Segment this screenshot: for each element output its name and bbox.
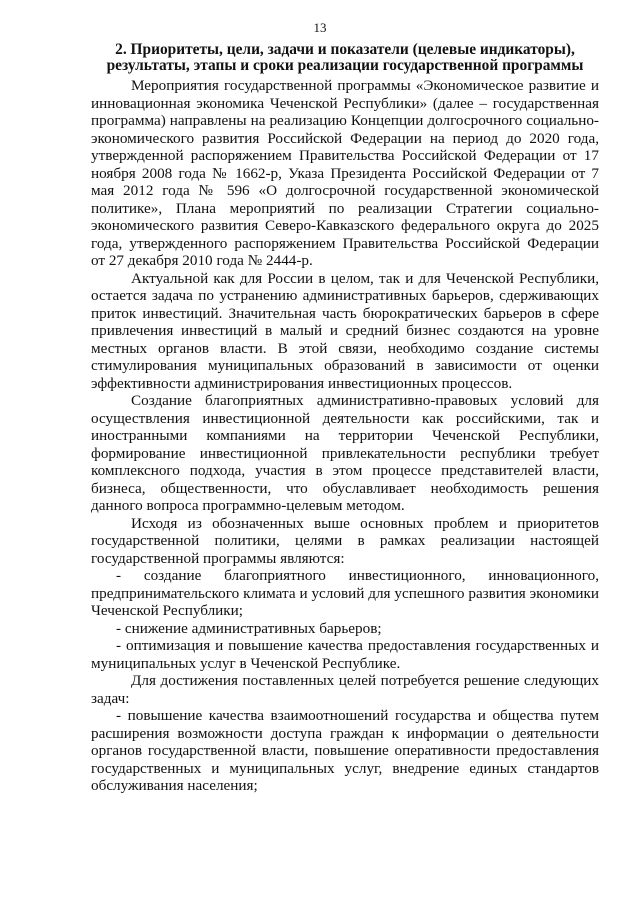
paragraph-goals-intro: Исходя из обозначенных выше основных проблем и приоритетов государственной политики, целями в рамках реализации настоящей государственной программы являются: (91, 514, 599, 567)
paragraph-admin-barriers: Актуальной как для России в целом, так и для Чеченской Республики, остается задача по устранению административных барьеров, сдерживающих приток инвестиций. Значительная часть бюрократических барьеров в сфере привлечения инвестиций в малый и средний бизнес создаются на уровне местных органов власти. В этой связи, необходимо создание системы стимулирования муниципальных образований в зависимости от оценки эффективности администрирования инвестиционных процессов. (91, 269, 599, 392)
section-heading-line-2: результаты, этапы и сроки реализации государственной программы (106, 57, 584, 74)
goal-item: - снижение административных барьеров; (116, 619, 382, 637)
goal-item: - создание благоприятного инвестиционного, инновационного, предпринимательского климата и условий для успешного развития экономики Чеченской Республики; (91, 567, 599, 619)
paragraph-program-basis: Мероприятия государственной программы «Экономическое развитие и инновационная экономика Чеченской Республики» (далее – государственная программа) направлены на реализацию Концепции долгосрочного социально-экономического развития Российской Федерации на период до 2020 года, утвержденной распоряжением Правительства Российской Федерации от 17 ноября 2008 года № 1662-р, Указа Президента Российской Федерации от 7 мая 2012 года № 596 «О долгосрочной государственной экономической политике», Плана мероприятий по реализации Стратегии социально-экономического развития Северо-Кавказского федерального округа до 2025 года, утвержденного распоряжением Правительства Российской Федерации от 27 декабря 2010 года № 2444-р. (91, 77, 599, 269)
paragraph-favorable-conditions: Создание благоприятных административно-правовых условий для осуществления инвестиционной деятельности как российскими, так и иностранными компаниями на территории Чеченской Республики, формирование инвестиционной привлекательности республики требует комплексного подхода, участия в этом процессе представителей власти, бизнеса, общественности, что обуславливает необходимость решения данного вопроса программно-целевым методом. (91, 392, 599, 514)
page-number: 13 (313, 20, 327, 35)
goal-item: - оптимизация и повышение качества предоставления государственных и муниципальных услуг в Чеченской Республике. (91, 637, 599, 672)
task-item: - повышение качества взаимоотношений государства и общества путем расширения возможности доступа граждан к информации о деятельности органов государственной власти, повышение оперативности предоставления государственных и муниципальных услуг, внедрение единых стандартов обслуживания населения; (91, 707, 599, 794)
page-content (91, 42, 599, 795)
section-heading (91, 42, 599, 74)
section-heading-line-1: 2. Приоритеты, цели, задачи и показатели (целевые индикаторы), (115, 41, 575, 58)
paragraph-tasks-intro: Для достижения поставленных целей потребуется решение следующих задач: (91, 672, 599, 707)
